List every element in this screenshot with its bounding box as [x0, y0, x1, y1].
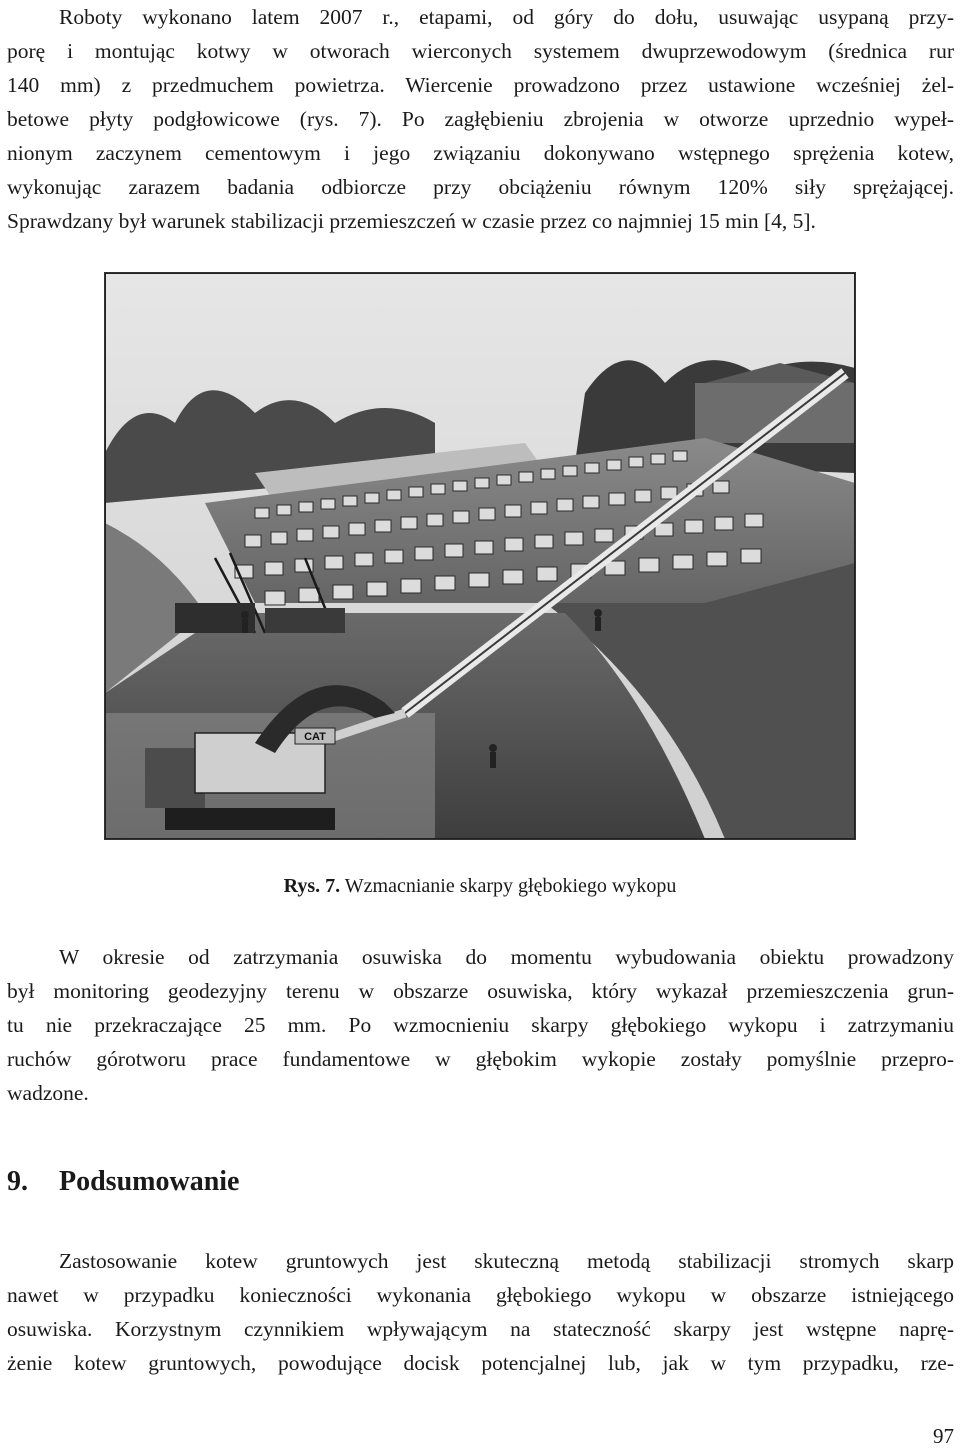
text-line: Sprawdzany był warunek stabilizacji przemieszczeń w czasie przez co najmniej 15 min [4, 5].: [7, 209, 816, 233]
text-line: betowe płyty podgłowicowe (rys. 7). Po zagłębieniu zbrojenia w otworze uprzednio wypeł-: [7, 107, 954, 131]
section-title: Podsumowanie: [59, 1166, 240, 1197]
text-line: wadzone.: [7, 1081, 89, 1105]
text-line: wykonując zarazem badania odbiorcze przy obciążeniu równym 120% siły sprężającej.: [7, 175, 954, 199]
text-line: ruchów górotworu prace fundamentowe w głębokim wykopie zostały pomyślnie przepro-: [7, 1047, 954, 1071]
section-heading: [7, 1166, 239, 1198]
text-line: porę i montując kotwy w otworach wierconych systemem dwuprzewodowym (średnica rur: [7, 39, 954, 63]
intro-paragraph: [7, 0, 954, 238]
text-line: nawet w przypadku konieczności wykonania głębokiego wykopu w obszarze istniejącego: [7, 1283, 954, 1307]
excavation-slope-photo: [104, 272, 856, 840]
text-line: 140 mm) z przedmuchem powietrza. Wiercenie prowadzono przez ustawione wcześniej żel-: [7, 73, 954, 97]
figure-caption-text: Wzmacnianie skarpy głębokiego wykopu: [340, 875, 677, 897]
text-line: Zastosowanie kotew gruntowych jest skuteczną metodą stabilizacji stromych skarp: [59, 1249, 954, 1273]
page-number: 97: [933, 1424, 954, 1448]
monitoring-paragraph: [7, 940, 954, 1110]
text-line: tu nie przekraczające 25 mm. Po wzmocnieniu skarpy głębokiego wykopu i zatrzymaniu: [7, 1013, 954, 1037]
text-line: Roboty wykonano latem 2007 r., etapami, od góry do dołu, usuwając usypaną przy-: [59, 5, 954, 29]
text-line: osuwiska. Korzystnym czynnikiem wpływającym na stateczność skarpy jest wstępne naprę-: [7, 1317, 954, 1341]
text-line: W okresie od zatrzymania osuwiska do momentu wybudowania obiektu prowadzony: [59, 945, 954, 969]
summary-paragraph: [7, 1244, 954, 1380]
figure-label: Rys. 7.: [283, 875, 341, 897]
figure-caption: [0, 872, 960, 900]
cat-machine-label: CAT: [304, 731, 326, 743]
text-line: żenie kotew gruntowych, powodujące docisk potencjalnej lub, jak w tym przypadku, rze-: [7, 1351, 954, 1375]
section-number: 9.: [7, 1166, 28, 1197]
text-line: nionym zaczynem cementowym i jego związaniu dokonywano wstępnego sprężenia kotew,: [7, 141, 954, 165]
text-line: był monitoring geodezyjny terenu w obszarze osuwiska, który wykazał przemieszczenia grun-: [7, 979, 954, 1003]
